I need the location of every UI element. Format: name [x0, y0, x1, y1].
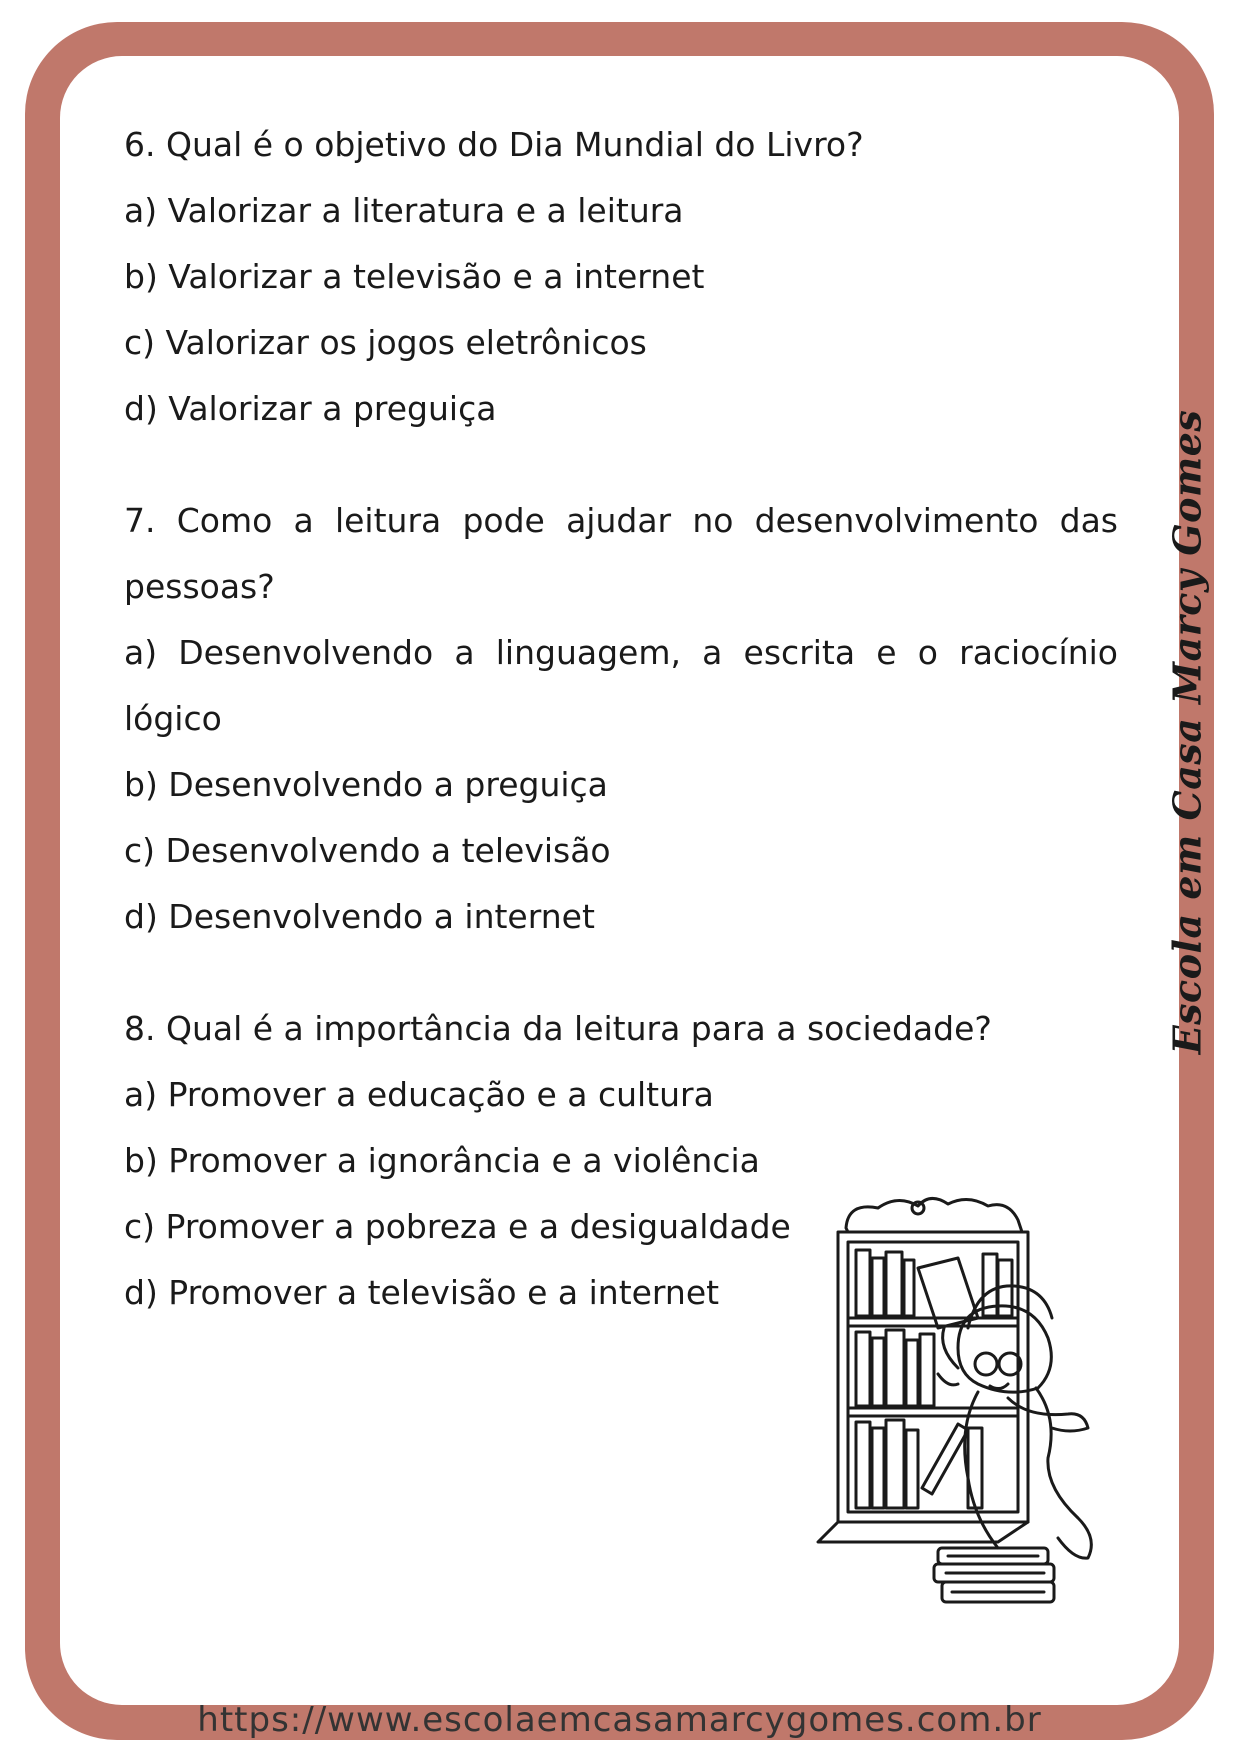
side-credit: Escola em Casa Marcy Gomes	[1164, 409, 1210, 1055]
question-8-option-a: a) Promover a educação e a cultura	[124, 1075, 714, 1114]
question-6-option-a: a) Valorizar a literatura e a leitura	[124, 191, 684, 230]
question-7-option-d: d) Desenvolvendo a internet	[124, 897, 595, 936]
question-7-option-a: a) Desenvolvendo a linguagem, a escrita e o raciocínio lógico	[124, 633, 1118, 738]
question-6-option-b: b) Valorizar a televisão e a internet	[124, 257, 705, 296]
question-8-option-b: b) Promover a ignorância e a violência	[124, 1141, 760, 1180]
question-6-option-d: d) Valorizar a preguiça	[124, 389, 497, 428]
question-7-option-c: c) Desenvolvendo a televisão	[124, 831, 611, 870]
bookshelf-character-reading-icon	[808, 1188, 1118, 1628]
question-7-option-b: b) Desenvolvendo a preguiça	[124, 765, 608, 804]
question-8: 8. Qual é a importância da leitura para a sociedade?	[124, 1009, 992, 1048]
question-6-option-c: c) Valorizar os jogos eletrônicos	[124, 323, 647, 362]
question-8-option-d: d) Promover a televisão e a internet	[124, 1273, 720, 1312]
question-8-option-c: c) Promover a pobreza e a desigualdade	[124, 1207, 791, 1246]
question-block-7	[124, 488, 1118, 950]
worksheet-content	[124, 112, 1118, 1372]
question-7: 7. Como a leitura pode ajudar no desenvolvimento das pessoas?	[124, 501, 1118, 606]
question-6: 6. Qual é o objetivo do Dia Mundial do Livro?	[124, 125, 864, 164]
footer-url[interactable]: https://www.escolaemcasamarcygomes.com.br	[197, 1700, 1042, 1740]
question-block-6	[124, 112, 1118, 442]
